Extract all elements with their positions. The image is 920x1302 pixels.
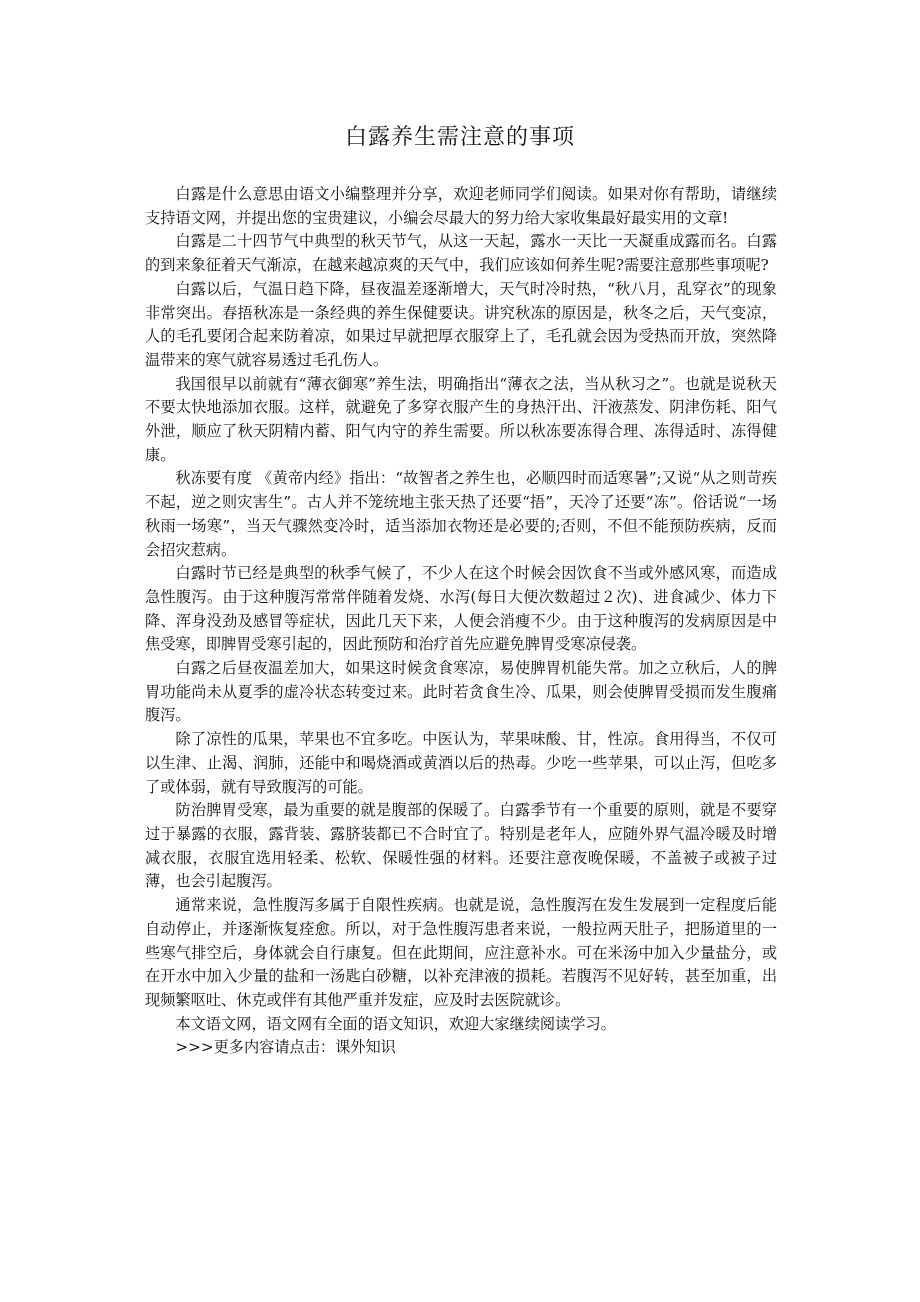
document-body — [145, 183, 777, 1060]
paragraph-boyi-yuhan: 我国很早以前就有“薄衣御寒”养生法，明确指出“薄衣之法，当从秋习之”。也就是说秋天不要太快地添加衣服。这样，就避免了多穿衣服产生的身热汗出、汗液蒸发、阴津伤耗、阳气外泄，顺应了秋天阴精内蓄、阳气内守的养生需要。所以秋冻要冻得合理、冻得适时、冻得健康。 — [145, 374, 777, 464]
paragraph-apples: 除了凉性的瓜果，苹果也不宜多吃。中医认为，苹果味酸、甘，性凉。食用得当，不仅可以生津、止渴、润肺，还能中和喝烧酒或黄酒以后的热毒。少吃一些苹果，可以止泻，但吃多了或体弱，就有导致腹泻的可能。 — [145, 730, 777, 796]
paragraph-qiudong-youdu: 秋冻要有度 《黄帝内经》指出：“故智者之养生也，必顺四时而适寒暑”;又说“从之则苛疾不起，逆之则灾害生”。古人并不笼统地主张天热了还要“捂”，天冷了还要“冻”。俗话说“一场秋雨一场寒”，当天气骤然变冷时，适当添加衣物还是必要的;否则，不但不能预防疾病，反而会招灾惹病。 — [145, 469, 777, 559]
paragraph-closing: 本文语文网，语文网有全面的语文知识，欢迎大家继续阅读学习。 — [175, 1014, 616, 1033]
paragraph-intro: 白露是什么意思由语文小编整理并分享，欢迎老师同学们阅读。如果对你有帮助，请继续支持语文网，并提出您的宝贵建议，小编会尽最大的努力给大家收集最好最实用的文章! — [145, 185, 777, 227]
more-content-link[interactable]: >>>更多内容请点击：课外知识 — [175, 1038, 396, 1057]
paragraph-self-limiting: 通常来说，急性腹泻多属于自限性疾病。也就是说，急性腹泻在发生发展到一定程度后能自动停止，并逐渐恢复痊愈。所以，对于急性腹泻患者来说，一般拉两天肚子，把肠道里的一些寒气排空后，身体就会自行康复。但在此期间，应注意补水。可在米汤中加入少量盐分，或在开水中加入少量的盐和一汤匙白砂糖，以补充津液的损耗。若腹泻不见好转，甚至加重，出现频繁呕吐、休克或伴有其他严重并发症，应及时去医院就诊。 — [145, 896, 777, 1009]
paragraph-qiudong: 白露以后，气温日趋下降，昼夜温差逐渐增大，天气时冷时热，“秋八月，乱穿衣”的现象非常突出。春捂秋冻是一条经典的养生保健要诀。讲究秋冻的原因是，秋冬之后，天气变凉，人的毛孔要闭合起来防着凉，如果过早就把厚衣服穿上了，毛孔就会因为受热而开放，突然降温带来的寒气就容易透过毛孔伤人。 — [145, 279, 777, 369]
document-title: 白露养生需注意的事项 — [344, 125, 575, 150]
paragraph-diarrhea-cause: 白露时节已经是典型的秋季气候了，不少人在这个时候会因饮食不当或外感风寒，而造成急性腹泻。由于这种腹泻常常伴随着发烧、水泻(每日大便次数超过２次)、进食减少、体力下降、浑身没劲及感冒等症状，因此几天下来，人便会消瘦不少。由于这种腹泻的发病原因是中焦受寒，即脾胃受寒引起的，因此预防和治疗首先应避免脾胃受寒凉侵袭。 — [145, 564, 777, 654]
paragraph-temperature-diff: 白露之后昼夜温差加大，如果这时候贪食寒凉，易使脾胃机能失常。加之立秋后，人的脾胃功能尚未从夏季的虚冷状态转变过来。此时若贪食生冷、瓜果，则会使脾胃受损而发生腹痛腹泻。 — [145, 659, 777, 725]
paragraph-bailu-definition: 白露是二十四节气中典型的秋天节气，从这一天起，露水一天比一天凝重成露而名。白露的到来象征着天气渐凉，在越来越凉爽的天气中，我们应该如何养生呢?需要注意那些事项呢? — [145, 232, 777, 275]
paragraph-abdomen-warmth: 防治脾胃受寒，最为重要的就是腹部的保暖了。白露季节有一个重要的原则，就是不要穿过于暴露的衣服，露背装、露脐装都已不合时宜了。特别是老年人，应随外界气温冷暖及时增减衣服，衣服宜选用轻柔、松软、保暖性强的材料。还要注意夜晚保暖，不盖被子或被子过薄，也会引起腹泻。 — [145, 801, 777, 891]
